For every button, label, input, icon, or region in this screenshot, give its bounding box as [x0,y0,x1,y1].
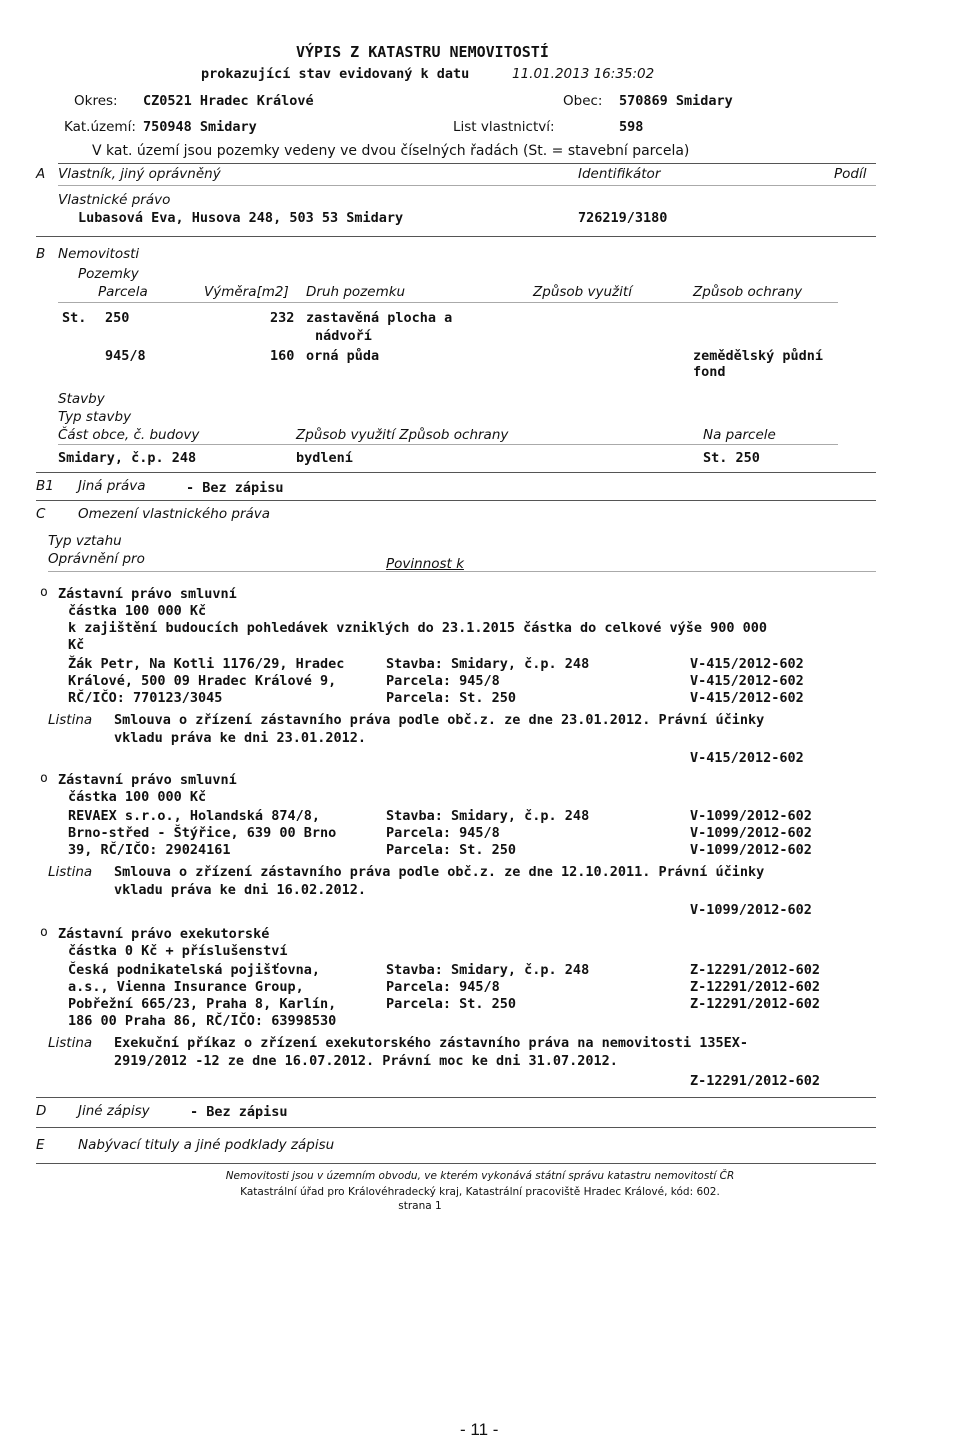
row1-vymera: 232 [270,310,295,326]
section-b-letter: B [36,246,46,262]
section-b-title: Nemovitosti [58,246,140,262]
section-b1-value: - Bez zápisu [186,480,284,496]
section-b1-letter: B1 [36,478,54,494]
footer-line-1: Nemovitosti jsou v územním obvodu, ve kterém vykonává státní správu katastru nemovitostí ČR [225,1170,735,1182]
row1-parcela: 250 [105,310,130,326]
col-cast-obce: Část obce, č. budovy [58,427,200,443]
entry2-castka: částka 100 000 Kč [68,789,207,805]
entry1-party-2: Králové, 500 09 Hradec Králové 9, [68,673,337,689]
section-d-value: - Bez zápisu [190,1104,288,1120]
divider-a-sub [58,185,876,186]
entry3-ref-2: Z-12291/2012-602 [690,979,821,995]
section-e-letter: E [36,1137,45,1153]
row2-ochrana: zemědělský půdní [693,348,824,364]
lv-label: List vlastnictví: [453,119,555,135]
entry3-object-1: Stavba: Smidary, č.p. 248 [386,962,590,978]
entry1-listina-label: Listina [48,712,93,728]
entry3-ref-1: Z-12291/2012-602 [690,962,821,978]
stavby-label: Stavby [58,391,105,407]
page-number: - 11 - [460,1420,499,1439]
opravneni-label: Oprávnění pro [48,551,145,567]
col-vymera: Výměra[m2] [204,284,289,300]
entry2-bullet: o [40,771,48,786]
entry2-ref-1: V-1099/2012-602 [690,808,812,824]
document-subtitle: prokazující stav evidovaný k datu [201,66,470,82]
col-vyuziti: Způsob využití [533,284,632,300]
col-ochrana: Způsob ochrany [693,284,803,300]
entry2-listina-label: Listina [48,864,93,880]
entry2-party-1: REVAEX s.r.o., Holandská 874/8, [68,808,320,824]
row2-parcela: 945/8 [105,348,146,364]
section-c-letter: C [36,506,46,522]
entry1-party-3: RČ/IČO: 770123/3045 [68,690,223,706]
entry2-ref-3: V-1099/2012-602 [690,842,812,858]
entry1-title: Zástavní právo smluvní [58,586,237,602]
section-e-title: Nabývací tituly a jiné podklady zápisu [78,1137,335,1153]
entry2-object-1: Stavba: Smidary, č.p. 248 [386,808,590,824]
row1-prefix: St. [62,310,87,326]
entry2-ref-2: V-1099/2012-602 [690,825,812,841]
katuzemi-label: Kat.území: [64,119,136,135]
entry2-party-3: 39, RČ/IČO: 29024161 [68,842,231,858]
entry2-listina-cont: vkladu práva ke dni 16.02.2012. [114,882,366,898]
cadastral-note: V kat. území jsou pozemky vedeny ve dvou číselných řadách (St. = stavební parcela) [92,143,690,159]
col-podil: Podíl [834,166,867,182]
entry2-listina: Smlouva o zřízení zástavního práva podle obč.z. ze dne 12.10.2011. Právní účinky [114,864,765,880]
entry3-ref-3: Z-12291/2012-602 [690,996,821,1012]
divider-d [36,1097,876,1098]
footer-page: strana 1 [398,1200,442,1212]
row2-vymera: 160 [270,348,295,364]
entry3-party-2: a.s., Vienna Insurance Group, [68,979,304,995]
entry1-listina-ref: V-415/2012-602 [690,750,804,766]
row1-druh-cont: nádvoří [315,328,372,344]
building-cast-obce: Smidary, č.p. 248 [58,450,197,466]
section-a-subtitle: Vlastnické právo [58,192,171,208]
row1-druh: zastavěná plocha a [306,310,453,326]
document-date: 11.01.2013 16:35:02 [512,66,655,82]
divider-a [58,163,876,164]
footer-line-2: Katastrální úřad pro Královéhradecký kraj, Katastrální pracoviště Hradec Králové, kód: 602. [240,1186,720,1198]
divider-c [36,500,876,501]
typ-vztahu-label: Typ vztahu [48,533,122,549]
typ-stavby-label: Typ stavby [58,409,132,425]
entry1-listina-cont: vkladu práva ke dni 23.01.2012. [114,730,366,746]
entry1-listina: Smlouva o zřízení zástavního práva podle obč.z. ze dne 23.01.2012. Právní účinky [114,712,765,728]
obec-value: 570869 Smidary [619,93,733,109]
section-a-title: Vlastník, jiný oprávněný [58,166,221,182]
entry1-ref-3: V-415/2012-602 [690,690,804,706]
entry2-listina-ref: V-1099/2012-602 [690,902,812,918]
building-vyuziti: bydlení [296,450,353,466]
entry3-object-3: Parcela: St. 250 [386,996,517,1012]
entry3-listina: Exekuční příkaz o zřízení exekutorského zástavního práva na nemovitosti 135EX- [114,1035,748,1051]
pozemky-label: Pozemky [78,266,139,282]
entry1-party-1: Žák Petr, Na Kotli 1176/29, Hradec [68,656,345,672]
katuzemi-value: 750948 Smidary [143,119,257,135]
col-na-parcele: Na parcele [703,427,776,443]
okres-label: Okres: [74,93,118,109]
entry1-ref-2: V-415/2012-602 [690,673,804,689]
entry1-ref-1: V-415/2012-602 [690,656,804,672]
entry1-object-2: Parcela: 945/8 [386,673,500,689]
entry3-party-1: Česká podnikatelská pojišťovna, [68,962,320,978]
entry2-party-2: Brno-střed - Štýřice, 639 00 Brno [68,825,337,841]
entry3-bullet: o [40,925,48,940]
entry3-object-2: Parcela: 945/8 [386,979,500,995]
owner-name: Lubasová Eva, Husova 248, 503 53 Smidary [78,210,404,226]
entry3-castka: částka 0 Kč + příslušenství [68,943,288,959]
col-vyuziti-ochrana: Způsob využití Způsob ochrany [296,427,509,443]
divider-b-cols [58,302,838,303]
col-parcela: Parcela [98,284,148,300]
divider-b-stavby [58,444,838,445]
entry3-listina-cont: 2919/2012 -12 ze dne 16.07.2012. Právní moc ke dni 31.07.2012. [114,1053,618,1069]
entry2-title: Zástavní právo smluvní [58,772,237,788]
povinnost-label: Povinnost k [386,556,464,572]
entry1-castka: částka 100 000 Kč [68,603,207,619]
owner-id: 726219/3180 [578,210,668,226]
entry1-extra: k zajištění budoucích pohledávek vzniklých do 23.1.2015 částka do celkové výše 900 000 [68,620,767,636]
entry3-party-4: 186 00 Praha 86, RČ/IČO: 63998530 [68,1013,337,1029]
section-d-letter: D [36,1103,47,1119]
entry1-extra-cont: Kč [68,637,85,653]
entry3-party-3: Pobřežní 665/23, Praha 8, Karlín, [68,996,337,1012]
okres-value: CZ0521 Hradec Králové [143,93,314,109]
section-c-title: Omezení vlastnického práva [78,506,271,522]
section-b1-title: Jiná práva [78,478,146,494]
divider-e [36,1127,876,1128]
document-title: VÝPIS Z KATASTRU NEMOVITOSTÍ [296,43,549,61]
divider-c-cols [48,571,876,572]
building-na-parcele: St. 250 [703,450,760,466]
obec-label: Obec: [563,93,603,109]
section-a-letter: A [36,166,46,182]
divider-b [36,236,876,237]
row2-druh: orná půda [306,348,380,364]
entry3-title: Zástavní právo exekutorské [58,926,270,942]
divider-b1 [36,472,876,473]
entry2-object-2: Parcela: 945/8 [386,825,500,841]
entry2-object-3: Parcela: St. 250 [386,842,517,858]
lv-value: 598 [619,119,644,135]
entry1-bullet: o [40,585,48,600]
col-identifikator: Identifikátor [578,166,661,182]
entry3-listina-ref: Z-12291/2012-602 [690,1073,821,1089]
entry3-listina-label: Listina [48,1035,93,1051]
entry1-object-3: Parcela: St. 250 [386,690,517,706]
col-druh: Druh pozemku [306,284,406,300]
entry1-object-1: Stavba: Smidary, č.p. 248 [386,656,590,672]
section-d-title: Jiné zápisy [78,1103,150,1119]
divider-footer [36,1163,876,1164]
row2-ochrana-cont: fond [693,364,726,380]
